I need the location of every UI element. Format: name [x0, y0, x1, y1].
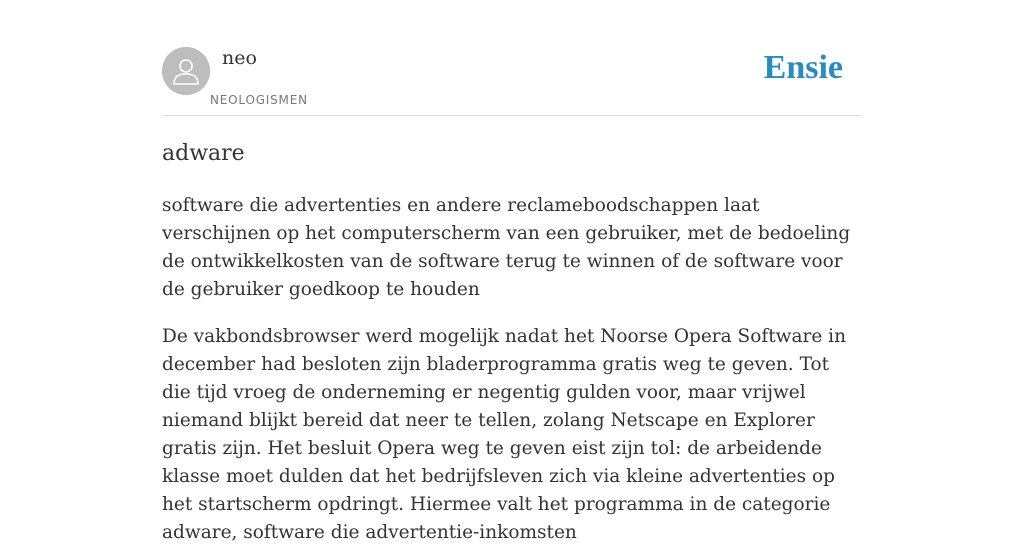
brand-logo[interactable]: Ensie: [763, 49, 843, 86]
user-avatar[interactable]: [162, 47, 210, 95]
username-link[interactable]: neo: [222, 47, 257, 69]
entry-title: adware: [162, 141, 245, 166]
entry-example: De vakbondsbrowser werd mogelijk nadat het Noorse Opera Software in december had besloten zijn bladerprogramma gratis weg te geven. Tot die tijd vroeg de onderneming er negentig gulden voor, maar vrijwel niemand blijkt bereid dat neer te tellen, zolang Netscape en Explorer gratis zijn. Het besluit Opera weg te geven eist zijn tol: de arbeidende klasse moet dulden dat het bedrijfsleven zich via kleine advertenties op het startscherm opdringt. Hiermee valt het programma in de categorie adware, software die advertentie-inkomsten: [162, 326, 847, 543]
entry-header: [162, 0, 862, 116]
category-label[interactable]: NEOLOGISMEN: [210, 93, 308, 107]
entry-definition: software die advertenties en andere reclameboodschappen laat verschijnen op het computerscherm van een gebruiker, met de bedoeling de ontwikkelkosten van de software terug te winnen of de software voor de gebruiker goedkoop te houden: [162, 195, 851, 300]
page-container: [162, 0, 862, 543]
user-icon: [162, 47, 210, 95]
